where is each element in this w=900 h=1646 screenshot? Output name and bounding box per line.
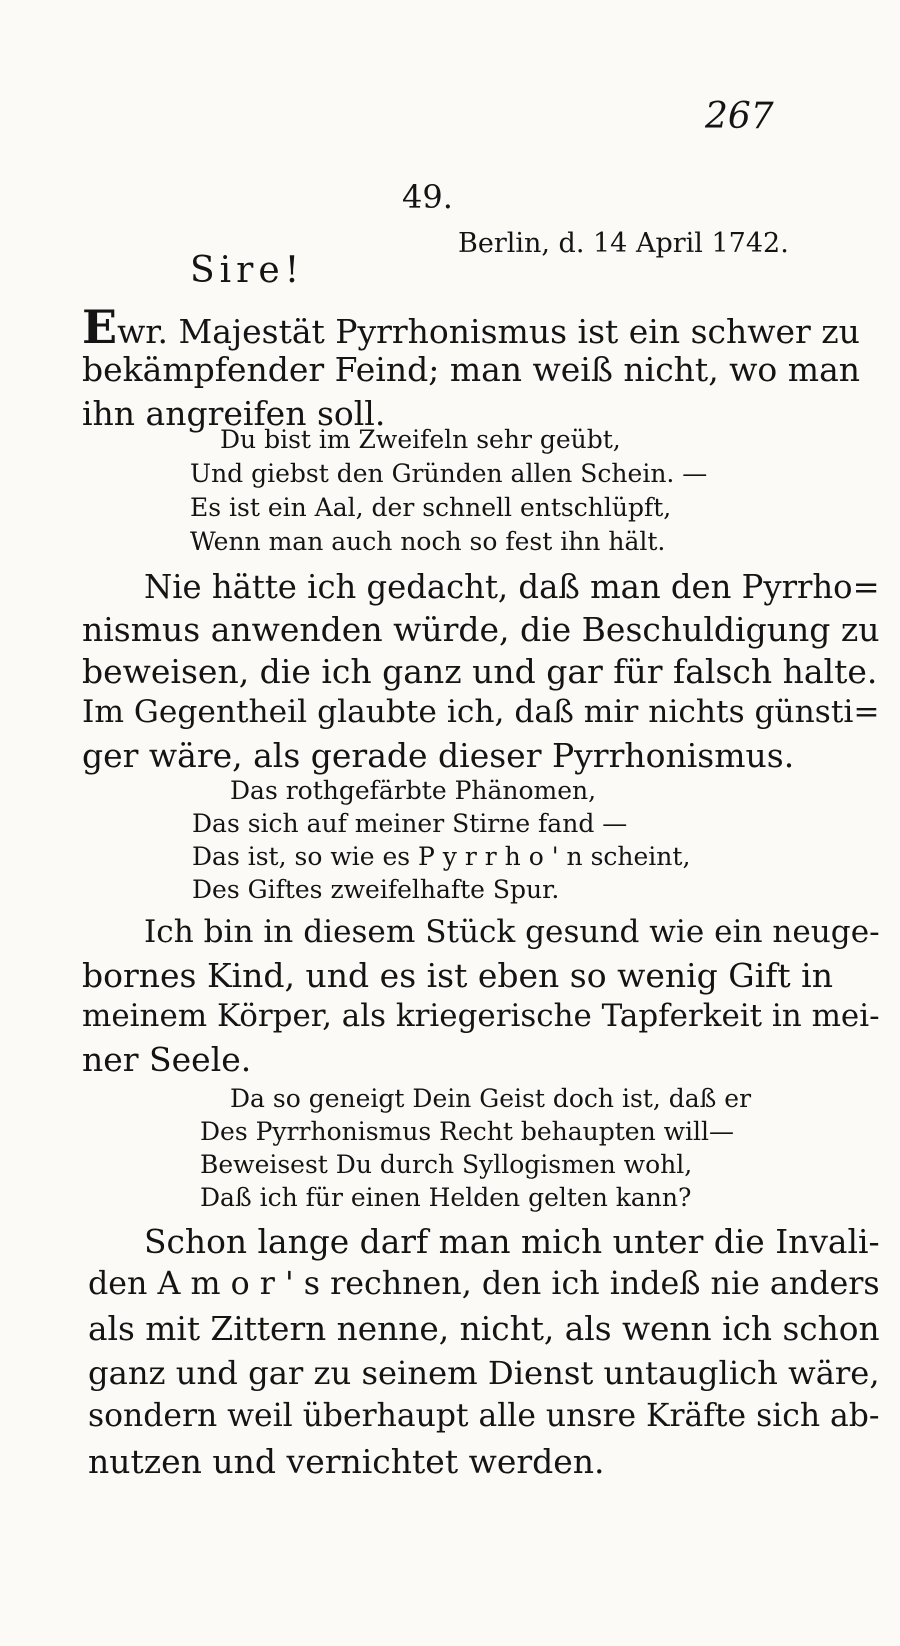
paragraph-line: ger wäre, als gerade dieser Pyrrhonismus. [82,736,795,775]
paragraph-line: sondern weil überhaupt alle unsre Kräfte sich ab- [88,1398,880,1434]
verse-line: Du bist im Zweifeln sehr geübt, [220,425,621,454]
paragraph-line: Schon lange darf man mich unter die Invali- [144,1222,880,1261]
letter-number: 49. [402,178,453,216]
paragraph-line: nismus anwenden würde, die Beschuldigung zu [82,610,880,649]
drop-initial: E [82,300,118,354]
page-number: 267 [705,96,774,137]
verse-line: Des Pyrrhonismus Recht behaupten will— [200,1117,735,1146]
verse-line: Des Giftes zweifelhafte Spur. [192,875,560,904]
verse-line: Daß ich für einen Helden gelten kann? [200,1183,692,1212]
verse-line: Es ist ein Aal, der schnell entschlüpft, [190,493,672,522]
verse-line: Beweisest Du durch Syllogismen wohl, [200,1150,693,1179]
verse-line: Das ist, so wie es P y r r h o ' n scheint, [192,842,691,871]
paragraph-line: beweisen, die ich ganz und gar für falsch halte. [82,652,878,691]
paragraph-line: meinem Körper, als kriegerische Tapferkeit in mei- [82,998,880,1034]
paragraph-line: ihn angreifen soll. [82,394,386,433]
paragraph-line: bornes Kind, und es ist eben so wenig Gift in [82,956,833,995]
paragraph-line: Ewr. Majestät Pyrrhonismus ist ein schwer zu [82,300,860,354]
verse-line: Und giebst den Gründen allen Schein. — [190,459,708,488]
paragraph-line: ganz und gar zu seinem Dienst untauglich wäre, [88,1354,880,1392]
paragraph-line: Im Gegentheil glaubte ich, daß mir nichts günsti= [82,694,880,730]
paragraph-line: als mit Zittern nenne, nicht, als wenn ich schon [88,1310,880,1348]
verse-line: Wenn man auch noch so fest ihn hält. [190,527,666,556]
verse-line: Das rothgefärbte Phänomen, [230,776,597,805]
paragraph-line: den A m o r ' s rechnen, den ich indeß nie anders [88,1266,880,1302]
paragraph-line: bekämpfender Feind; man weiß nicht, wo man [82,350,860,389]
verse-line: Da so geneigt Dein Geist doch ist, daß er [230,1084,752,1113]
paragraph-line: nutzen und vernichtet werden. [88,1442,605,1481]
verse-line: Das sich auf meiner Stirne fand — [192,809,628,838]
salutation: Sire! [190,250,305,291]
dateline: Berlin, d. 14 April 1742. [458,228,789,259]
paragraph-line: Ich bin in diesem Stück gesund wie ein neuge- [144,914,880,950]
paragraph-line: Nie hätte ich gedacht, daß man den Pyrrho= [144,568,880,606]
paragraph-line: ner Seele. [82,1040,252,1079]
